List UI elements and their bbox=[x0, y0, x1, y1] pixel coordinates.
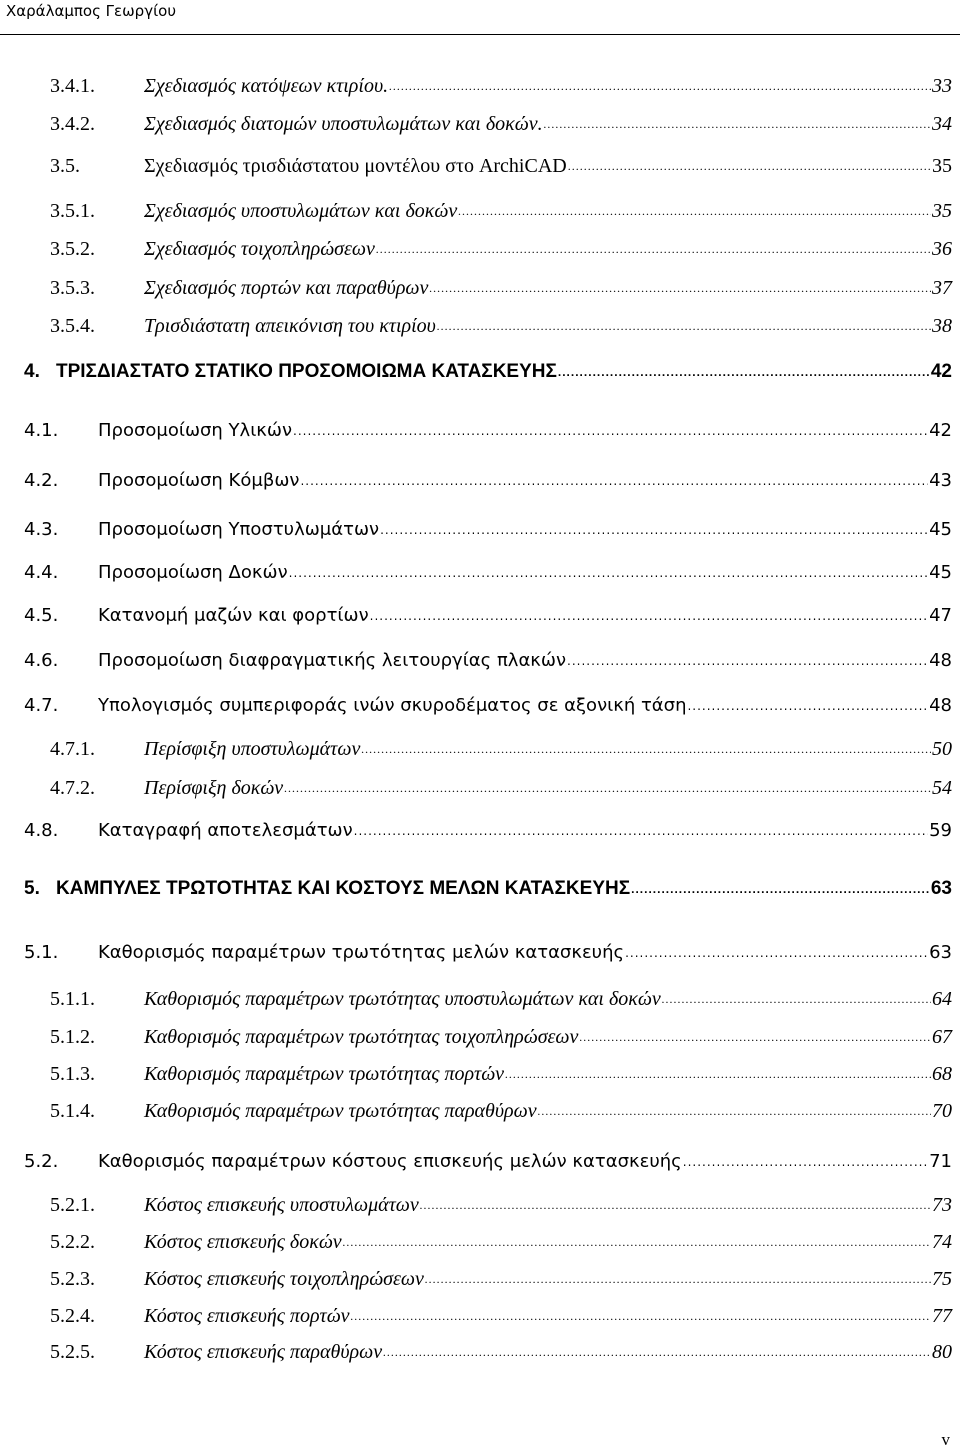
toc-entry-number: 5.2.5. bbox=[50, 1341, 95, 1363]
toc-entry-number: 4.8. bbox=[24, 820, 59, 841]
toc-entry[interactable] bbox=[50, 272, 952, 300]
toc-entry-title: Περίσφιξη υποστυλωμάτων bbox=[144, 738, 361, 760]
dot-leader bbox=[370, 609, 928, 623]
toc-entry-page: 45 bbox=[929, 519, 952, 540]
toc-entry-page: 47 bbox=[929, 605, 952, 626]
dot-leader bbox=[425, 1272, 931, 1286]
toc-entry-number: 5.2.4. bbox=[50, 1305, 95, 1327]
toc-entry[interactable] bbox=[24, 645, 952, 673]
dot-leader bbox=[558, 365, 930, 379]
toc-entry-title: Καθορισμός παραμέτρων κόστους επισκευής μελών κατασκευής bbox=[98, 1151, 682, 1172]
dot-leader bbox=[289, 566, 928, 580]
toc-entry-number: 4.7.2. bbox=[50, 777, 95, 799]
toc-entry-number: 4.4. bbox=[24, 562, 59, 583]
toc-entry-page: 38 bbox=[932, 315, 952, 337]
toc-entry-title: Προσομοίωση Υποστυλωμάτων bbox=[98, 519, 380, 540]
toc-entry-title: Υπολογισμός συμπεριφοράς ινών σκυροδέματος σε αξονική τάση bbox=[98, 695, 687, 716]
dot-leader bbox=[351, 1309, 931, 1323]
toc-entry[interactable] bbox=[50, 1226, 952, 1254]
toc-entry[interactable] bbox=[50, 1300, 952, 1328]
toc-entry-page: 50 bbox=[932, 738, 952, 760]
toc-entry[interactable] bbox=[24, 873, 952, 901]
toc-entry[interactable] bbox=[50, 233, 952, 261]
toc-entry-page: 48 bbox=[929, 695, 952, 716]
toc-entry-number: 4.5. bbox=[24, 605, 59, 626]
toc-entry-number: 5. bbox=[24, 878, 40, 899]
toc-entry-title: Καθορισμός παραμέτρων τρωτότητας τοιχοπληρώσεων bbox=[144, 1026, 579, 1048]
toc-entry-title: ΤΡΙΣΔΙΑΣΤΑΤΟ ΣΤΑΤΙΚΟ ΠΡΟΣΟΜΟΙΩΜΑ ΚΑΤΑΣΚΕΥΗΣ bbox=[56, 361, 557, 382]
toc-entry-title: Κόστος επισκευής υποστυλωμάτων bbox=[144, 1194, 419, 1216]
toc-entry-number: 4. bbox=[24, 361, 40, 382]
dot-leader bbox=[662, 992, 931, 1006]
toc-entry-number: 5.1.2. bbox=[50, 1026, 95, 1048]
toc-entry-page: 36 bbox=[932, 238, 952, 260]
toc-entry[interactable] bbox=[50, 195, 952, 223]
toc-entry-page: 68 bbox=[932, 1063, 952, 1085]
dot-leader bbox=[420, 1198, 931, 1212]
toc-entry[interactable] bbox=[50, 150, 952, 178]
toc-entry[interactable] bbox=[24, 415, 952, 443]
toc-entry-number: 5.2.3. bbox=[50, 1268, 95, 1290]
dot-leader bbox=[389, 79, 931, 93]
toc-entry-page: 37 bbox=[932, 277, 952, 299]
toc-entry-title: Προσομοίωση Δοκών bbox=[98, 562, 288, 583]
dot-leader bbox=[361, 742, 931, 756]
toc-entry-page: 67 bbox=[932, 1026, 952, 1048]
toc-entry-title: Κόστος επισκευής δοκών bbox=[144, 1231, 342, 1253]
toc-entry[interactable] bbox=[24, 514, 952, 542]
toc-entry-page: 63 bbox=[930, 878, 952, 899]
toc-entry-title: Καθορισμός παραμέτρων τρωτότητας υποστυλωμάτων και δοκών bbox=[144, 988, 661, 1010]
toc-entry-title: Προσομοίωση Κόμβων bbox=[98, 470, 300, 491]
toc-entry[interactable] bbox=[50, 772, 952, 800]
toc-entry-title: Καθορισμός παραμέτρων τρωτότητας πορτών bbox=[144, 1063, 505, 1085]
toc-entry[interactable] bbox=[24, 690, 952, 718]
toc-entry-title: Καθορισμός παραμέτρων τρωτότητας παραθύρων bbox=[144, 1100, 537, 1122]
dot-leader bbox=[505, 1067, 931, 1081]
dot-leader bbox=[383, 1345, 931, 1359]
toc-entry[interactable] bbox=[50, 1189, 952, 1217]
dot-leader bbox=[687, 699, 928, 713]
toc-entry[interactable] bbox=[50, 70, 952, 98]
dot-leader bbox=[579, 1030, 931, 1044]
toc-entry-number: 5.1.1. bbox=[50, 988, 95, 1010]
dot-leader bbox=[429, 281, 931, 295]
toc-entry-number: 4.2. bbox=[24, 470, 59, 491]
toc-entry[interactable] bbox=[24, 557, 952, 585]
toc-entry-page: 48 bbox=[929, 650, 952, 671]
toc-entry-number: 3.4.2. bbox=[50, 113, 95, 135]
toc-entry-number: 5.2.1. bbox=[50, 1194, 95, 1216]
toc-entry-number: 5.1.4. bbox=[50, 1100, 95, 1122]
toc-entry-title: Σχεδιασμός υποστυλωμάτων και δοκών bbox=[144, 200, 458, 222]
toc-entry[interactable] bbox=[24, 356, 952, 384]
toc-entry[interactable] bbox=[24, 815, 952, 843]
toc-entry-number: 4.6. bbox=[24, 650, 59, 671]
dot-leader bbox=[631, 882, 930, 896]
toc-entry-number: 4.3. bbox=[24, 519, 59, 540]
dot-leader bbox=[625, 946, 928, 960]
toc-entry-title: Κόστος επισκευής παραθύρων bbox=[144, 1341, 383, 1363]
toc-entry[interactable] bbox=[24, 1146, 952, 1174]
dot-leader bbox=[568, 159, 931, 173]
dot-leader bbox=[538, 1104, 931, 1118]
toc-entry-number: 5.1.3. bbox=[50, 1063, 95, 1085]
toc-entry[interactable] bbox=[50, 1336, 952, 1364]
dot-leader bbox=[380, 523, 928, 537]
dot-leader bbox=[343, 1235, 931, 1249]
toc-entry-page: 73 bbox=[932, 1194, 952, 1216]
toc-entry-number: 4.7. bbox=[24, 695, 59, 716]
dot-leader bbox=[300, 474, 928, 488]
toc-entry-number: 5.1. bbox=[24, 942, 59, 963]
toc-entry-number: 5.2.2. bbox=[50, 1231, 95, 1253]
toc-entry[interactable] bbox=[50, 1021, 952, 1049]
toc-entry-page: 33 bbox=[932, 75, 952, 97]
toc-entry[interactable] bbox=[24, 937, 952, 965]
toc-entry[interactable] bbox=[50, 310, 952, 338]
dot-leader bbox=[437, 319, 931, 333]
toc-entry-page: 34 bbox=[932, 113, 952, 135]
toc-entry-title: Σχεδιασμός κατόψεων κτιρίου. bbox=[144, 75, 389, 97]
toc-entry-page: 77 bbox=[932, 1305, 952, 1327]
toc-entry[interactable] bbox=[24, 600, 952, 628]
toc-entry-number: 3.5.4. bbox=[50, 315, 95, 337]
toc-entry-number: 3.5.2. bbox=[50, 238, 95, 260]
toc-entry-page: 80 bbox=[932, 1341, 952, 1363]
toc-entry[interactable] bbox=[50, 1058, 952, 1086]
toc-entry-page: 70 bbox=[932, 1100, 952, 1122]
toc-entry-number: 3.5.1. bbox=[50, 200, 95, 222]
dot-leader bbox=[567, 654, 928, 668]
toc-entry-title: Προσομοίωση διαφραγματικής λειτουργίας πλακών bbox=[98, 650, 567, 671]
toc-entry-number: 4.7.1. bbox=[50, 738, 95, 760]
toc-entry-number: 3.5.3. bbox=[50, 277, 95, 299]
toc-entry-page: 35 bbox=[932, 200, 952, 222]
toc-entry-title: Σχεδιασμός διατομών υποστυλωμάτων και δοκών. bbox=[144, 113, 543, 135]
toc-entry-title: Κόστος επισκευής πορτών bbox=[144, 1305, 350, 1327]
toc-entry-title: Κόστος επισκευής τοιχοπληρώσεων bbox=[144, 1268, 424, 1290]
toc-entry-title: Σχεδιασμός τρισδιάστατου μοντέλου στο ArchiCAD bbox=[144, 155, 567, 177]
toc-entry-title: Περίσφιξη δοκών bbox=[144, 777, 284, 799]
toc-entry-page: 35 bbox=[932, 155, 952, 177]
toc-entry-title: Σχεδιασμός τοιχοπληρώσεων bbox=[144, 238, 375, 260]
toc-entry-title: Τρισδιάστατη απεικόνιση του κτιρίου bbox=[144, 315, 436, 337]
toc-entry[interactable] bbox=[50, 1263, 952, 1291]
dot-leader bbox=[354, 824, 928, 838]
toc-entry-title: Κατανομή μαζών και φορτίων bbox=[98, 605, 369, 626]
dot-leader bbox=[376, 242, 931, 256]
toc-entry[interactable] bbox=[50, 108, 952, 136]
toc-entry-page: 74 bbox=[932, 1231, 952, 1253]
toc-entry-title: Καθορισμός παραμέτρων τρωτότητας μελών κατασκευής bbox=[98, 942, 625, 963]
toc-entry[interactable] bbox=[50, 1095, 952, 1123]
toc-entry-title: ΚΑΜΠΥΛΕΣ ΤΡΩΤΟΤΗΤΑΣ ΚΑΙ ΚΟΣΤΟΥΣ ΜΕΛΩΝ ΚΑΤΑΣΚΕΥΗΣ bbox=[56, 878, 631, 899]
toc-entry[interactable] bbox=[50, 733, 952, 761]
toc-entry-title: Καταγραφή αποτελεσμάτων bbox=[98, 820, 353, 841]
toc-entry-number: 3.5. bbox=[50, 155, 80, 177]
toc-entry-title: Προσομοίωση Υλικών bbox=[98, 420, 293, 441]
toc-entry-title: Σχεδιασμός πορτών και παραθύρων bbox=[144, 277, 429, 299]
dot-leader bbox=[293, 424, 928, 438]
dot-leader bbox=[284, 781, 931, 795]
toc-entry-number: 5.2. bbox=[24, 1151, 59, 1172]
toc-entry[interactable] bbox=[24, 465, 952, 493]
toc-entry-page: 75 bbox=[932, 1268, 952, 1290]
toc-entry-number: 4.1. bbox=[24, 420, 59, 441]
dot-leader bbox=[544, 117, 931, 131]
toc-entry-page: 71 bbox=[929, 1151, 952, 1172]
toc-entry[interactable] bbox=[50, 983, 952, 1011]
toc-entry-page: 42 bbox=[930, 361, 952, 382]
toc-entry-number: 3.4.1. bbox=[50, 75, 95, 97]
toc-entry-page: 64 bbox=[932, 988, 952, 1010]
page-number: v bbox=[941, 1430, 950, 1449]
dot-leader bbox=[458, 204, 931, 218]
toc-entry-page: 59 bbox=[929, 820, 952, 841]
author-name: Χαράλαμπος Γεωργίου bbox=[6, 2, 177, 20]
toc-entry-page: 63 bbox=[929, 942, 952, 963]
toc-entry-page: 54 bbox=[932, 777, 952, 799]
dot-leader bbox=[683, 1155, 928, 1169]
toc-entry-page: 45 bbox=[929, 562, 952, 583]
toc-entry-page: 42 bbox=[929, 420, 952, 441]
toc-entry-page: 43 bbox=[929, 470, 952, 491]
